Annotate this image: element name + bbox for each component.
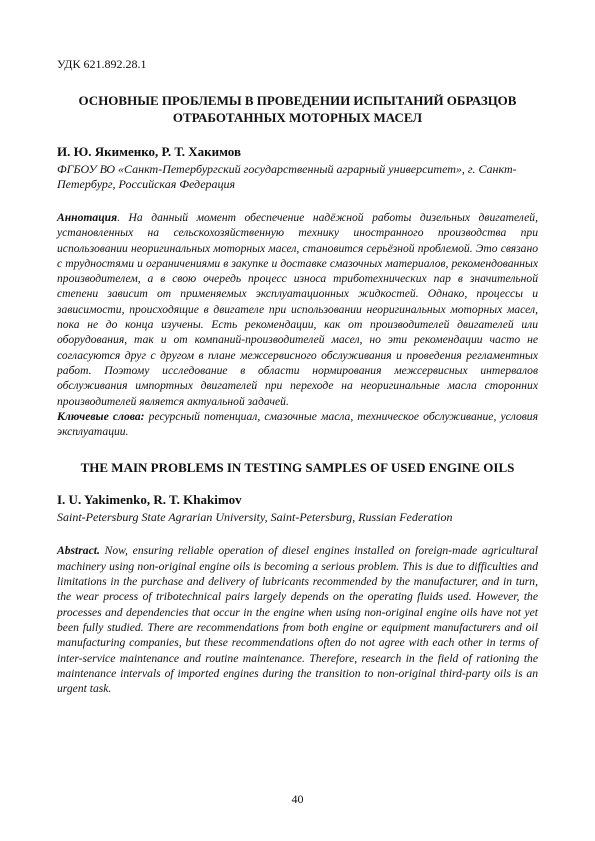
keywords-text-ru: ресурсный потенциал, смазочные масла, техническое обслуживание, условия эксплуатации.: [57, 409, 538, 439]
abstract-label-ru: Аннотация: [57, 211, 118, 224]
article-title-en: THE MAIN PROBLEMS IN TESTING SAMPLES OF USED ENGINE OILS: [80, 460, 515, 476]
abstract-en: [57, 543, 538, 696]
abstract-text-ru: . На данный момент обеспечение надёжной работы дизельных двигателей, установленных на сельскохозяйственную технику иностранного производства при использовании неоригинальных моторных масел, становится серьёзной проблемой. Это связано с трудностями и ограничениями в закупке и доставке смазочных материалов, рекомендованных производителем, а в свою очередь процесс износа триботехнических пар в значительной степени зависит от применяемых эксплуатационных жидкостей. Однако, процессы и зависимости, происходящие в двигателе при использовании неоригинальных моторных масел, пока не до конца изучены. Есть рекомендации, как от производителей двигателей или оборудования, так и от компаний-производителей масел, но эти рекомендации часто не согласуются друг с другом в плане межсервисного обслуживания и проведения регламентных работ. Поэтому исследование в области нормирования межсервисных интервалов обслуживания импортных двигателей при переходе на неоригинальные масла сторонних производителей является актуальной задачей.: [57, 211, 538, 408]
page-number: 40: [291, 792, 304, 806]
abstract-ru: [57, 210, 538, 409]
affiliation-ru: ФГБОУ ВО «Санкт-Петербургский государственный аграрный университет», г. Санкт-Петербург, Российская Федерация: [57, 162, 517, 191]
authors-en: I. U. Yakimenko, R. T. Khakimov: [57, 492, 242, 508]
abstract-text-en: Now, ensuring reliable operation of diesel engines installed on foreign-made agricultural machinery using non-original engine oils is becoming a serious problem. This is due to difficulties and limitations in the purchase and delivery of lubricants recommended by the manufacturer, and in turn, the wear process of tribotechnical pairs largely depends on the operating fluids used. However, the processes and dependencies that occur in the engine when using non-original engine oils have not yet been fully studied. There are recommendations from both engine or equipment manufacturers and oil manufacturing companies, but these recommendations often do not agree with each other in terms of inter-service maintenance and routine maintenance. Therefore, research in the field of rationing the maintenance intervals of imported engines during the transition to non-original third-party oils is an urgent task.: [57, 544, 538, 696]
keywords-label-ru: Ключевые слова:: [57, 409, 145, 423]
affiliation-en: Saint-Petersburg State Agrarian University, Saint-Petersburg, Russian Federation: [57, 510, 453, 525]
keywords-ru: [57, 409, 538, 440]
article-title-ru: ОСНОВНЫЕ ПРОБЛЕМЫ В ПРОВЕДЕНИИ ИСПЫТАНИЙ ОБРАЗЦОВ ОТРАБОТАННЫХ МОТОРНЫХ МАСЕЛ: [78, 93, 517, 125]
authors-ru: И. Ю. Якименко, Р. Т. Хакимов: [57, 144, 241, 159]
udk-code: УДК 621.892.28.1: [57, 57, 147, 71]
abstract-label-en: Abstract.: [57, 544, 100, 558]
